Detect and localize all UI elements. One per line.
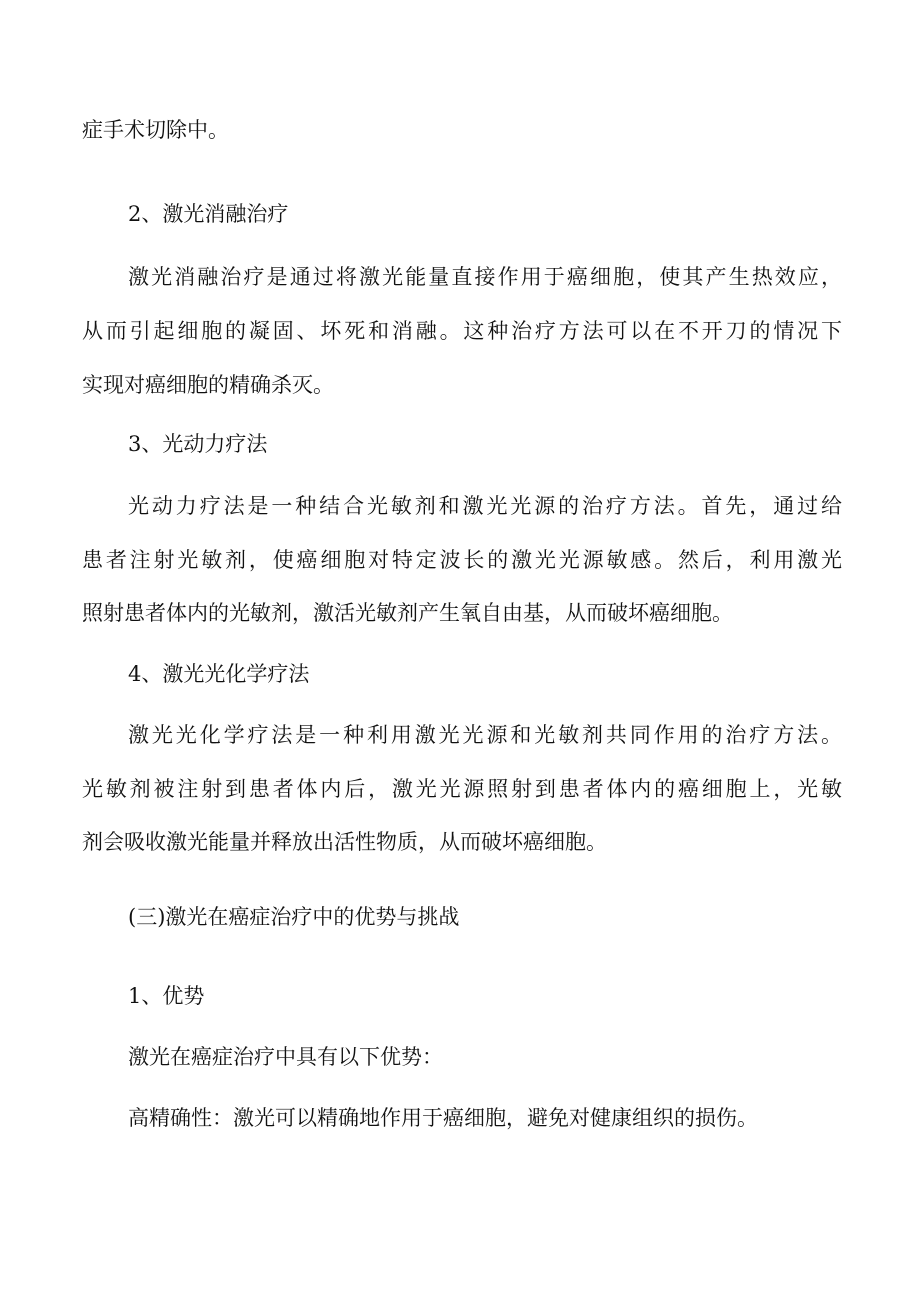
section-heading: 2、激光消融治疗 — [128, 202, 289, 226]
paragraph-line: 症手术切除中。 — [82, 118, 229, 142]
paragraph-line: 实现对癌细胞的精确杀灭。 — [82, 373, 334, 397]
section-heading: 4、激光光化学疗法 — [128, 662, 310, 686]
paragraph-line: 高精确性：激光可以精确地作用于癌细胞，避免对健康组织的损伤。 — [128, 1106, 758, 1130]
subsection-heading: (三)激光在癌症治疗中的优势与挑战 — [128, 905, 460, 929]
paragraph-line: 剂会吸收激光能量并释放出活性物质，从而破坏癌细胞。 — [82, 830, 607, 854]
paragraph-line: 激光消融治疗是通过将激光能量直接作用于癌细胞，使其产生热效应， — [128, 265, 842, 289]
paragraph-line: 照射患者体内的光敏剂，激活光敏剂产生氧自由基，从而破坏癌细胞。 — [82, 601, 733, 625]
section-heading: 3、光动力疗法 — [128, 432, 268, 456]
paragraph-line: 患者注射光敏剂，使癌细胞对特定波长的激光光源敏感。然后，利用激光 — [82, 548, 842, 572]
paragraph-line: 从而引起细胞的凝固、坏死和消融。这种治疗方法可以在不开刀的情况下 — [82, 319, 842, 343]
paragraph-line: 激光光化学疗法是一种利用激光光源和光敏剂共同作用的治疗方法。 — [128, 723, 842, 747]
section-heading: 1、优势 — [128, 984, 205, 1008]
paragraph-line: 激光在癌症治疗中具有以下优势： — [128, 1045, 443, 1069]
paragraph-line: 光敏剂被注射到患者体内后，激光光源照射到患者体内的癌细胞上，光敏 — [82, 777, 842, 801]
paragraph-line: 光动力疗法是一种结合光敏剂和激光光源的治疗方法。首先，通过给 — [128, 494, 842, 518]
